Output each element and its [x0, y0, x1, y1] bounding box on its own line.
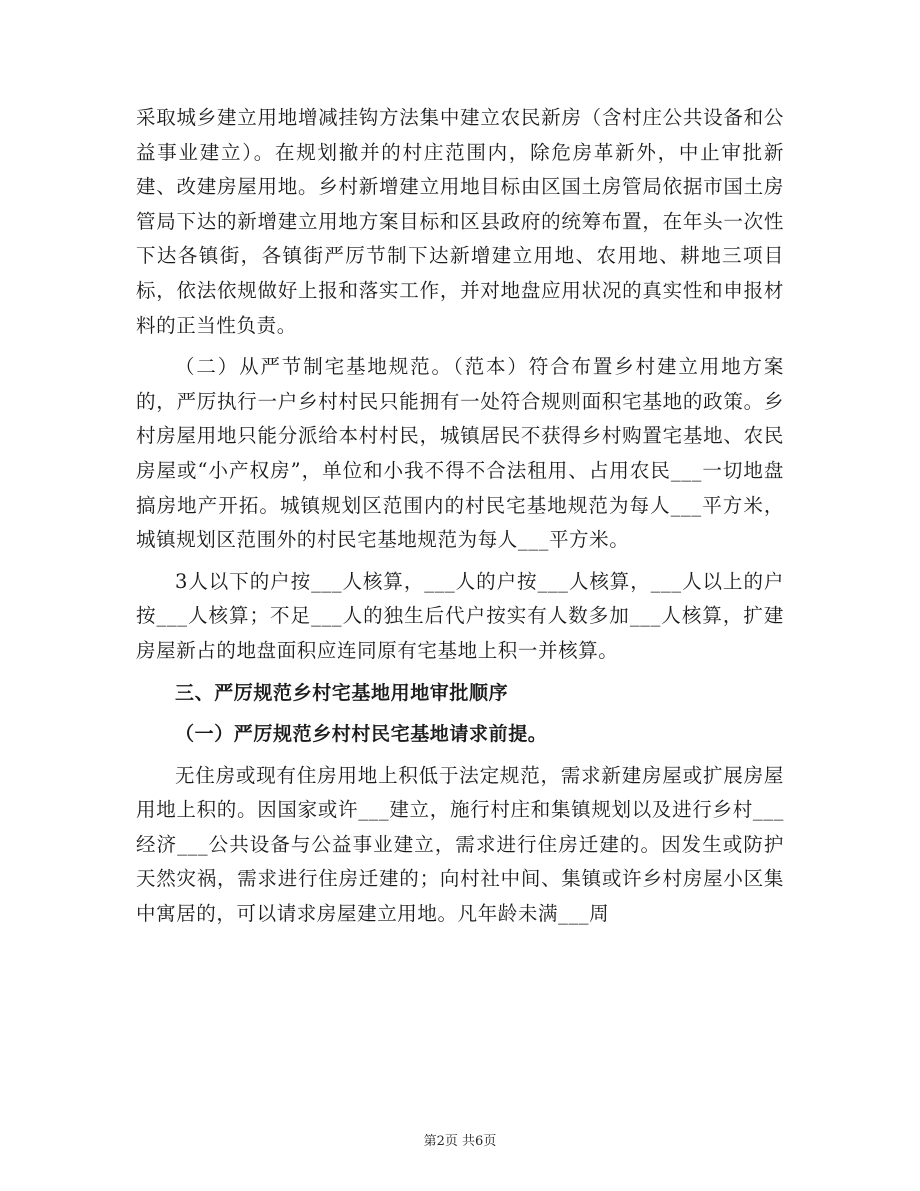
document-body: [136, 101, 784, 932]
paragraph-2: （二）从严节制宅基地规范。（范本）符合布置乡村建立用地方案的，严厉执行一户乡村村民只能拥有一处符合规则面积宅基地的政策。乡村房屋用地只能分派给本村村民，城镇居民不获得乡村购置宅基地、农民房屋或“小产权房”，单位和小我不得不合法租用、占用农民___一切地盘搞房地产开拓。城镇规划区范围内的村民宅基地规范为每人___平方米，城镇规划区范围外的村民宅基地规范为每人___平方米。: [136, 355, 784, 552]
section-heading: 三、严厉规范乡村宅基地用地审批顺序: [175, 681, 509, 704]
paragraph-3: 3人以下的户按___人核算，___人的户按___人核算，___人以上的户按___人核算；不足___人的独生后代户按实有人数多加___人核算，扩建房屋新占的地盘面积应连同原有宅基地上积一并核算。: [136, 569, 784, 662]
paragraph-1: 采取城乡建立用地增减挂钩方法集中建立农民新房（含村庄公共设备和公益事业建立）。在规划撤并的村庄范围内，除危房革新外，中止审批新建、改建房屋用地。乡村新增建立用地目标由区国土房管局依据市国土房管局下达的新增建立用地方案目标和区县政府的统筹布置，在年头一次性下达各镇街，各镇街严厉节制下达新增建立用地、农用地、耕地三项目标，依法依规做好上报和落实工作，并对地盘应用状况的真实性和申报材料的正当性负责。: [136, 106, 784, 337]
page-number-footer: 第2页 共6页: [423, 1134, 497, 1149]
subsection-heading: （一）严厉规范乡村村民宅基地请求前提。: [175, 723, 548, 746]
paragraph-4: 无住房或现有住房用地上积低于法定规范，需求新建房屋或扩展房屋用地上积的。因国家或许___建立，施行村庄和集镇规划以及进行乡村___经济___公共设备与公益事业建立，需求进行住房迁建的。因发生或防护天然灾祸，需求进行住房迁建的；向村社中间、集镇或许乡村房屋小区集中寓居的，可以请求房屋建立用地。凡年龄未满___周: [136, 763, 784, 926]
